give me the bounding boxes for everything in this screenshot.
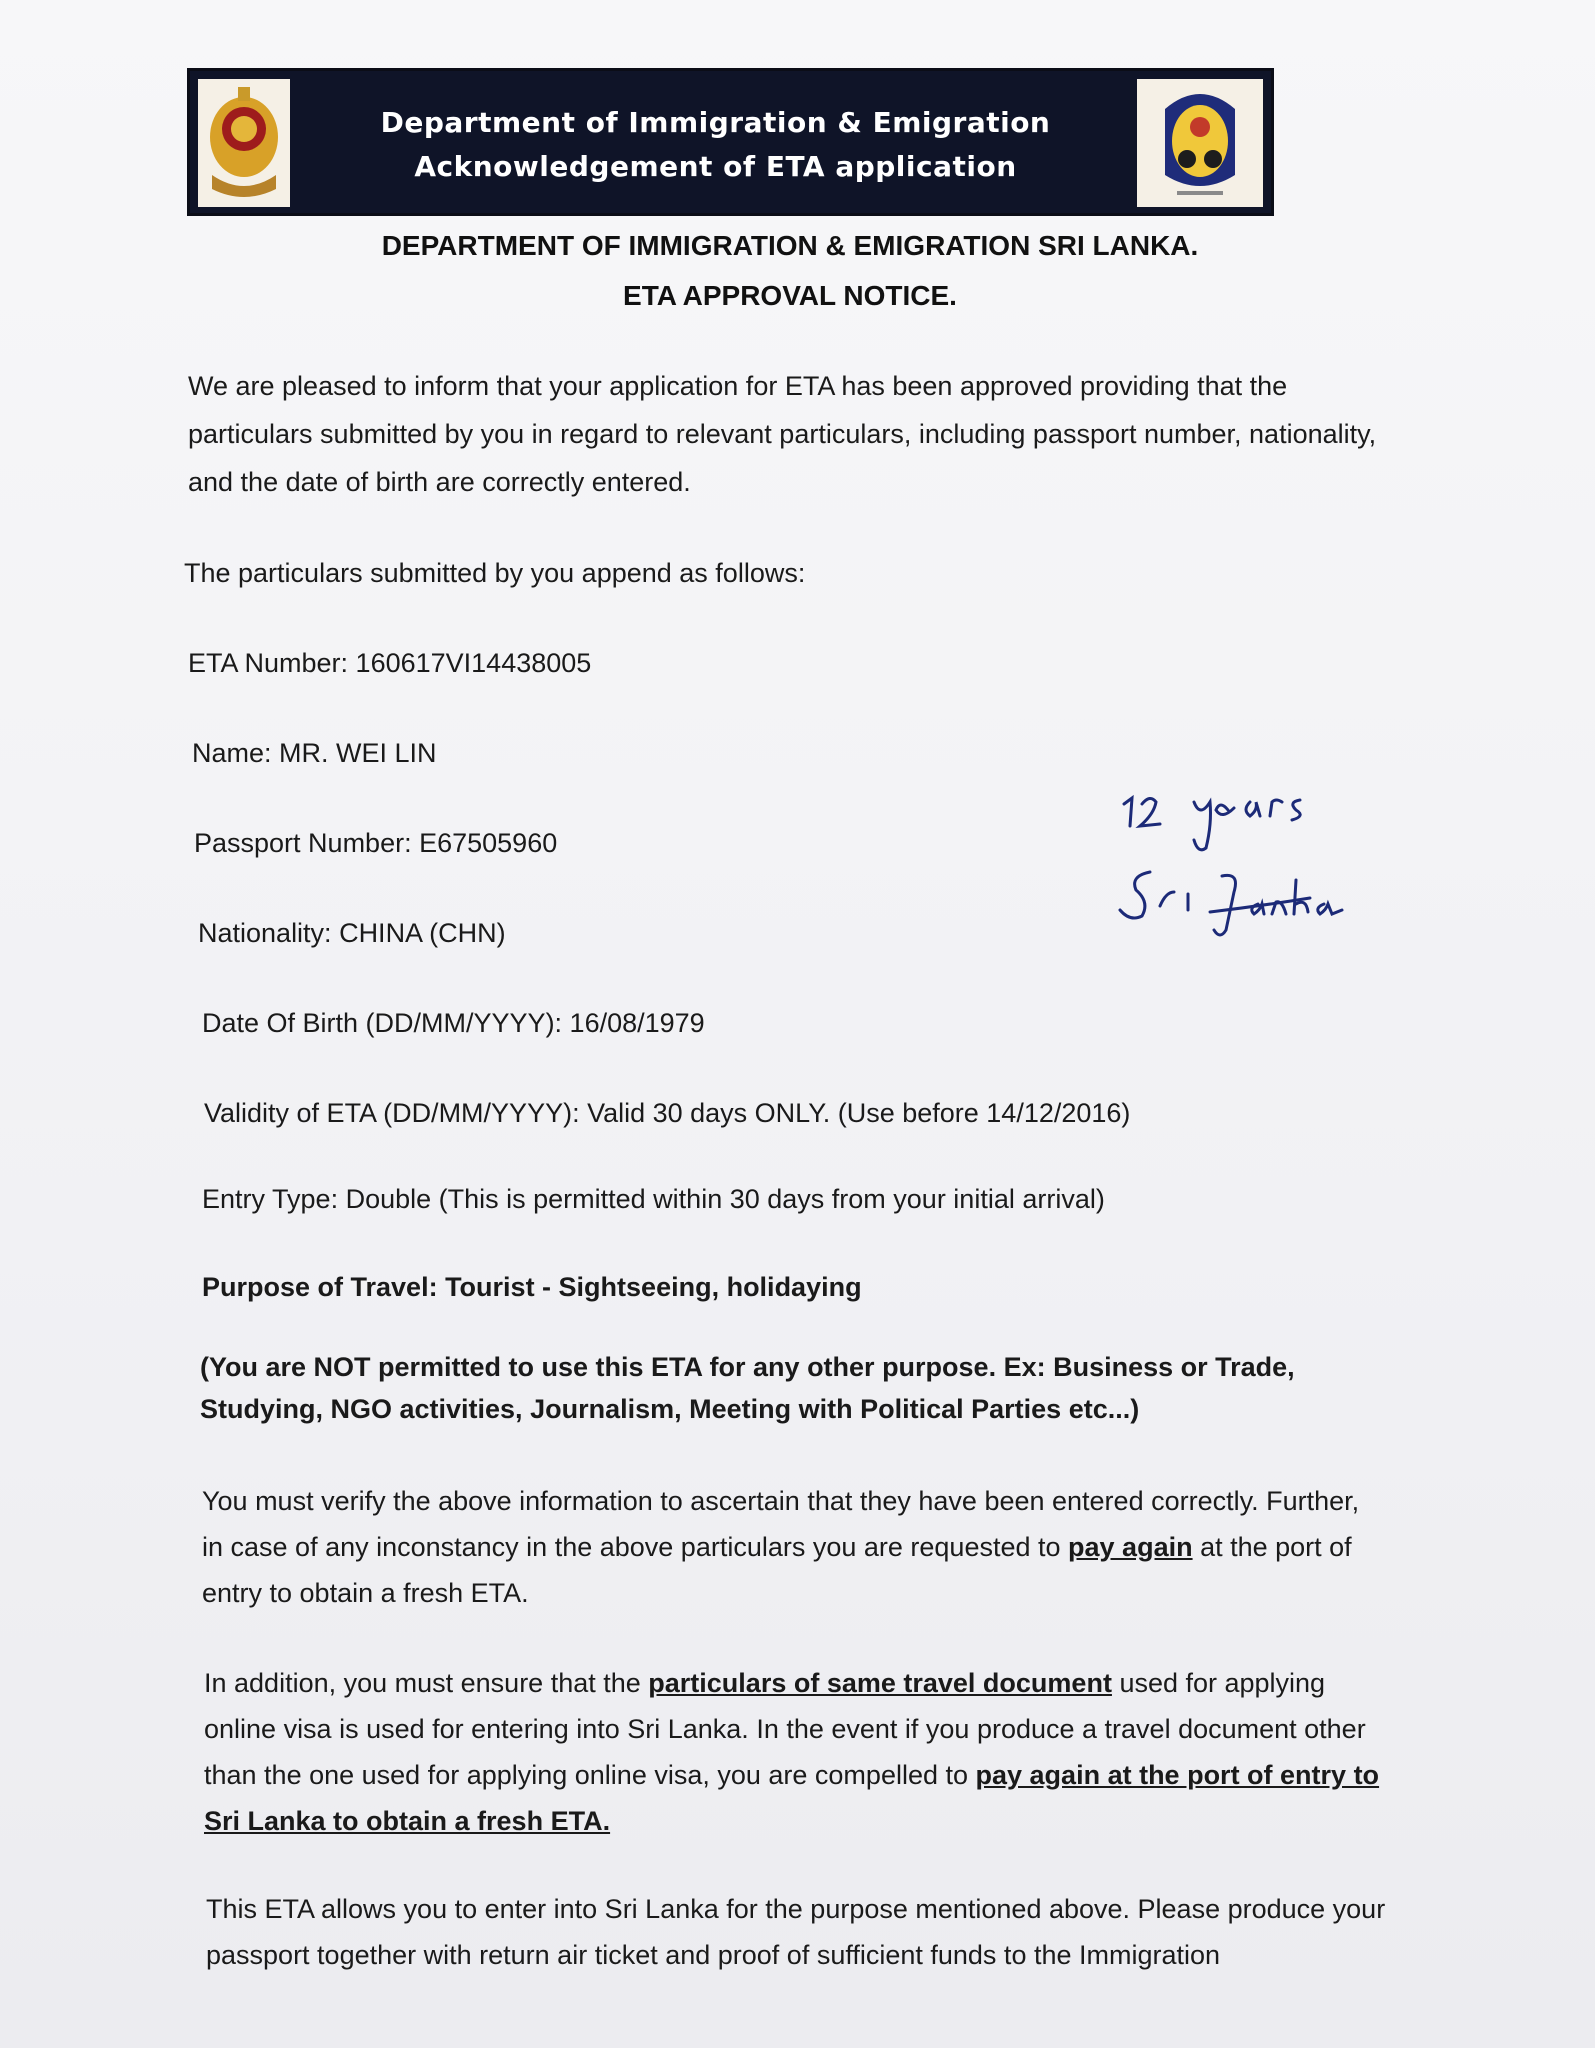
department-seal-logo [1137, 79, 1263, 207]
verify-text-1: You must verify the above information to ascertain that they have been entered correctly. Further, in case of any inconstancy in the above particulars you are requested to [202, 1486, 1360, 1562]
document-title-line1: DEPARTMENT OF IMMIGRATION & EMIGRATION SRI LANKA. [381, 230, 1199, 261]
eta-number-field: ETA Number: 160617VI14438005 [188, 648, 592, 678]
purpose-warning: (You are NOT permitted to use this ETA for any other purpose. Ex: Business or Trade, Studying, NGO activities, Journalism, Meeting with Political Parties etc...) [200, 1352, 1295, 1424]
same-travel-document-emphasis: particulars of same travel document [648, 1668, 1112, 1698]
nationality-field: Nationality: CHINA (CHN) [198, 918, 506, 948]
sri-lanka-emblem-logo [198, 79, 290, 207]
closing-paragraph: This ETA allows you to enter into Sri Lanka for the purpose mentioned above. Please produce your passport together with return air ticket and proof of sufficient funds to the Immigration [206, 1894, 1386, 1970]
travel-document-paragraph [204, 1660, 1384, 1844]
banner-title-line2: Acknowledgement of ETA application [414, 150, 1017, 183]
purpose-of-travel-field: Purpose of Travel: Tourist - Sightseeing, holidaying [202, 1272, 862, 1302]
addition-text-1: In addition, you must ensure that the [204, 1668, 649, 1698]
header-banner [187, 68, 1274, 216]
entry-type-field: Entry Type: Double (This is permitted within 30 days from your initial arrival) [202, 1184, 1105, 1214]
passport-number-field: Passport Number: E67505960 [194, 828, 558, 858]
banner-title-line1: Department of Immigration & Emigration [380, 106, 1051, 139]
validity-field: Validity of ETA (DD/MM/YYYY): Valid 30 days ONLY. (Use before 14/12/2016) [204, 1098, 1131, 1128]
document-title-line2: ETA APPROVAL NOTICE. [623, 280, 957, 311]
verify-text-2: at the port of entry to obtain a fresh ETA. [202, 1532, 1352, 1608]
name-field: Name: MR. WEI LIN [192, 738, 437, 768]
verify-paragraph [202, 1478, 1382, 1616]
pay-again-port-emphasis: pay again at the port of entry to Sri Lanka to obtain a fresh ETA. [204, 1760, 1380, 1836]
append-text: The particulars submitted by you append as follows: [184, 558, 806, 588]
handwritten-note [1110, 780, 1470, 960]
intro-paragraph: We are pleased to inform that your application for ETA has been approved providing that the particulars submitted by you in regard to relevant particulars, including passport number, nationality, and the date of birth are correctly entered. [188, 371, 1377, 497]
pay-again-emphasis: pay again [1068, 1532, 1193, 1562]
date-of-birth-field: Date Of Birth (DD/MM/YYYY): 16/08/1979 [202, 1008, 705, 1038]
addition-text-2: used for applying online visa is used for entering into Sri Lanka. In the event if you produce a travel document other than the one used for applying online visa, you are compelled to [204, 1668, 1366, 1790]
